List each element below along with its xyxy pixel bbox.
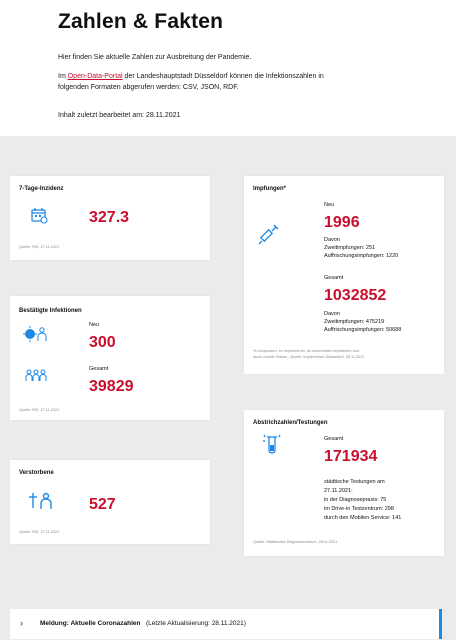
portal-prefix: Im xyxy=(58,73,68,80)
news-accordion-text xyxy=(40,620,246,627)
vacc-new-second: Zweitimpfungen: 251 xyxy=(324,245,376,251)
vacc-note-1: *in Arztpraxen, im Impfzentrum, an dezentralen Impfstellen und xyxy=(253,349,359,353)
tests-line-4: im Drive-in Testzentrum: 298 xyxy=(324,506,394,512)
deaths-card xyxy=(10,460,210,544)
deaths-title: Verstorbene xyxy=(19,470,54,476)
tests-title: Abstrichzahlen/Testungen xyxy=(253,420,328,426)
intro-text: Hier finden Sie aktuelle Zahlen zur Ausbreitung der Pandemie. xyxy=(58,54,252,61)
vaccinations-card xyxy=(244,176,444,374)
group-icon xyxy=(24,368,48,384)
portal-text xyxy=(58,71,324,93)
vacc-total-davon: Davon xyxy=(324,311,340,317)
test-tube-icon xyxy=(262,434,282,456)
vacc-new-booster: Auffrischungsimpfungen: 1220 xyxy=(324,253,399,259)
vacc-total-second: Zweitimpfungen: 475219 xyxy=(324,319,385,325)
vacc-total-booster: Auffrischungsimpfungen: 50688 xyxy=(324,327,402,333)
incidence-value: 327.3 xyxy=(89,209,130,226)
tests-source: Quelle: Städtisches Diagnosezentrum, 28.11.2021 xyxy=(253,540,338,544)
incidence-source: Quelle: RKI, 27.11.2021 xyxy=(19,245,60,249)
tests-total-label: Gesamt xyxy=(324,436,344,442)
vacc-new-value: 1996 xyxy=(324,214,360,231)
tests-card xyxy=(244,410,444,556)
deaths-value: 527 xyxy=(89,496,116,513)
confirmed-new-label: Neu xyxy=(89,322,100,328)
vacc-total-value: 1032852 xyxy=(324,287,387,304)
portal-suffix-1: der Landeshauptstadt Düsseldorf können die Infektionszahlen in xyxy=(122,73,324,80)
vacc-new-label: Neu xyxy=(324,202,335,208)
tests-line-3: in der Diagnosepraxis: 75 xyxy=(324,497,387,503)
vacc-total-label: Gesamt xyxy=(324,275,344,281)
incidence-title: 7-Tage-Inzidenz xyxy=(19,186,64,192)
confirmed-title: Bestätigte Infektionen xyxy=(19,308,82,314)
tests-total-value: 171934 xyxy=(324,448,378,465)
deaths-source: Quelle: RKI, 27.11.2021 xyxy=(19,530,60,534)
vaccinations-title: Impfungen* xyxy=(253,186,286,192)
news-label: Meldung: Aktuelle Coronazahlen xyxy=(40,620,141,627)
syringe-icon xyxy=(258,223,280,245)
confirmed-card xyxy=(10,296,210,420)
accordion-accent xyxy=(439,609,442,639)
confirmed-total-value: 39829 xyxy=(89,378,134,395)
incidence-card xyxy=(10,176,210,260)
cross-person-icon xyxy=(28,492,54,510)
confirmed-source: Quelle: RKI, 27.11.2021 xyxy=(19,408,60,412)
last-updated: Inhalt zuletzt bearbeitet am: 28.11.2021 xyxy=(58,112,181,119)
open-data-portal-link[interactable]: Open-Data-Portal xyxy=(67,73,123,80)
news-suffix: (Letzte Aktualisierung: 28.11.2021) xyxy=(145,620,246,627)
chevron-right-icon: › xyxy=(20,618,23,628)
portal-suffix-2: folgenden Formaten abgerufen werden: CSV, JSON, RDF. xyxy=(58,84,239,91)
vacc-note-2: durch mobile Teams - Quelle: Impfzentrum Düsseldorf, 28.11.2021 xyxy=(253,355,365,359)
page-header xyxy=(0,0,456,136)
vacc-new-davon: Davon xyxy=(324,237,340,243)
confirmed-new-value: 300 xyxy=(89,334,116,351)
news-accordion[interactable] xyxy=(10,609,442,639)
page-title: Zahlen & Fakten xyxy=(58,10,224,33)
virus-person-icon xyxy=(23,324,47,344)
tests-line-2: 27.11.2021: xyxy=(324,488,353,494)
tests-line-1: städtische Testungen am xyxy=(324,479,385,485)
calendar-icon xyxy=(30,206,48,224)
confirmed-total-label: Gesamt xyxy=(89,366,109,372)
tests-line-5: durch den Mobilen Service: 141 xyxy=(324,515,402,521)
